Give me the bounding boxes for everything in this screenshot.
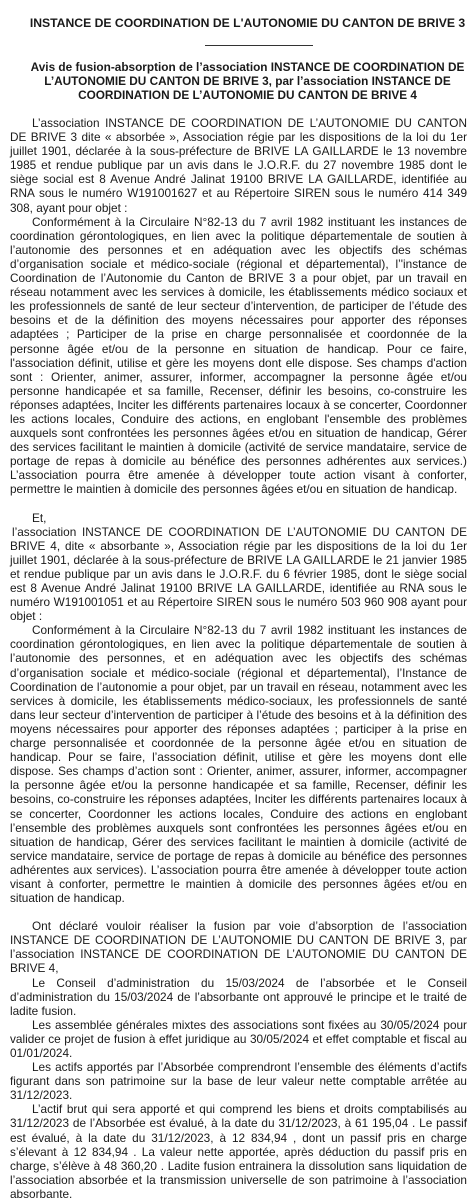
paragraph-absorbed-identity: L’association INSTANCE DE COORDINATION DE L’AUTONOMIE DU CANTON DE BRIVE 3 dite « absorbée », Association régie par les dispositions de la loi du 1er juillet 1901, déclarée à la sous-préfecture de BRIVE LA GAILLARDE le 13 novembre 1985 et rendue publique par un avis dans le J.O.R.F. du 27 novembre 1985 dont le siège social est 8 Avenue André Jalinat 19100 BRIVE LA GAILLARDE, identifiée au RNA sous le numéro W191001627 et au Répertoire SIREN sous le numéro 414 349 308, ayant pour objet :: [10, 116, 467, 215]
paragraph-absorbing-identity: l’association INSTANCE DE COORDINATION DE L’AUTONOMIE DU CANTON DE BRIVE 4, dite « absorbante », Association régie par les dispositions de la loi du 1er juillet 1901, déclarée à la sous-préfecture de BRIVE LA GAILLARDE le 21 janvier 1985 et rendue publique par un avis dans le J.O.R.F. du 6 février 1985, dont le siège social est 8 Avenue André Jalinat 19100 BRIVE LA GAILLARDE, identifiée au RNA sous le numéro W191001051 et au Répertoire SIREN sous le numéro 503 960 908 ayant pour objet :: [10, 524, 467, 624]
organization-title: INSTANCE DE COORDINATION DE L'AUTONOMIE DU CANTON DE BRIVE 3: [29, 16, 466, 30]
paragraph-absorbing-purpose: Conformément à la Circulaire N°82-13 du 7 avril 1982 instituant les instances de coordination gérontologiques, en lien avec la politique départementale de soutien à l’autonomie des personnes, et en adéquation avec les objectifs des schémas d’organisation sociale et médico-sociale (régional et départemental), l’Instance de Coordination de l’autonomie a pour objet, par un travail en réseau, notamment avec les services à domicile, les établissements médico-sociaux, les professionnels de santé dans leur secteur d’intervention de participer à l’étude des besoins et à la définition des moyens nécessaires pour apporter des réponses adaptées ; participer à la prise en charge personnalisée et coordonnée de la personne âgée et/ou en situation de handicap. Pour se faire, l’association définit, utilise et gère les moyens dont elle dispose. Ses champs d’action sont : Orienter, animer, assurer, informer, accompagner la personne âgée et/ou la personne handicapée et sa famille, Recenser, définir les besoins, co-construire les réponses adaptées, Inciter les différents partenaires locaux à se concerter, Coordonner les actions locales, Conduire des actions en englobant l’ensemble des problèmes auxquels sont confrontées les personnes âgées et/ou en situation de handicap, Gérer des services facilitant le maintien à domicile (activité de service mandataire, service de portage de repas à domicile au bénéfice des personnes adhérentes aux services). L’association pourra être amenée à développer toute action visant à conforter, permettre le maintien à domicile des personnes âgées et/ou en situation de handicap.: [10, 623, 467, 906]
paragraph-et: Et,: [32, 510, 47, 525]
paragraph-general-assemblies: Les assemblée générales mixtes des associations sont fixées au 30/05/2024 pour valider ce projet de fusion à effet juridique au 30/05/2024 et effet comptable et fiscal au 01/01/2024.: [10, 1017, 467, 1060]
paragraph-merger-declaration: Ont déclaré vouloir réaliser la fusion par voie d’absorption de l’association INSTANCE DE COORDINATION DE L’AUTONOMIE DU CANTON DE BRIVE 3, par l’association INSTANCE DE COORDINATION DE L’AUTONOMIE DU CANTON DE BRIVE 4,: [10, 919, 467, 976]
title-divider: [205, 45, 313, 46]
notice-body: [10, 116, 467, 1201]
paragraph-contributed-assets: Les actifs apportés par l’Absorbée comprendront l’ensemble des éléments d’actifs figurant dans son patrimoine sur la base de leur valeur nette comptable arrêtée au 31/12/2023.: [10, 1060, 467, 1103]
paragraph-absorbed-purpose: Conformément à la Circulaire N°82-13 du 7 avril 1982 instituant les instances de coordination gérontologiques, en lien avec la politique départementale de soutien à l’autonomie des personnes et en adéquation avec les objectifs des schémas d’organisation sociale et médico-sociale (régional et départemental), l’'instance de Coordination de l’Autonomie du Canton de BRIVE 3 a pour objet, par un travail en réseau notamment avec les services à domicile, les établissements médico sociaux et les professionnels de santé de leur secteur d’intervention, de participer de l’étude des besoins et de la définition des moyens nécessaires pour apporter des réponses adaptées ; Participer de la prise en charge personnalisée et coordonnée de la personne âgée et/ou de la personne en situation de handicap. Pour ce faire, l'association définit, utilise et gère les moyens dont elle dispose. Ses champs d'action sont : Orienter, animer, assurer, informer, accompagner la personne âgée et/ou personne handicapée et sa famille, Recenser, définir les besoins, co-construire les réponses adaptées, Inciter les différents partenaires locaux à se concerter, Coordonner les actions locales, Conduire des actions, en englobant l'ensemble des problèmes auxquels sont confrontées les personnes âgées et/ou en situation de handicap, Gérer des services facilitant le maintien à domicile (activité de service mandataire, service de portage de repas à domicile au bénéfice des personnes adhérentes aux services.) L’association pourra être amenée à développer toute action visant à conforter, permettre le maintien à domicile des personnes âgées et/ou en situation de handicap.: [10, 214, 467, 497]
paragraph-board-approval: Le Conseil d’administration du 15/03/2024 de l’absorbée et le Conseil d’administration du 15/03/2024 de l’absorbante ont approuvé le principe et le traité de ladite fusion.: [10, 975, 467, 1018]
notice-title: Avis de fusion-absorption de l’association INSTANCE DE COORDINATION DE L’AUTONOMIE DU CANTON DE BRIVE 3, par l’association INSTANCE DE COORDINATION DE L’AUTONOMIE DU CANTON DE BRIVE 4: [30, 60, 465, 102]
paragraph-valuation: L’actif brut qui sera apporté et qui comprend les biens et droits comptabilisés au 31/12/2023 de l’Absorbée est évalué, à la date du 31/12/2023, à 61 195,04 . Le passif est évalué, à la date du 31/12/2023, à 12 834,94 , dont un passif pris en charge s’élevant à 12 834,94 . La valeur nette apportée, après déduction du passif pris en charge, s’élève à 48 360,20 . Ladite fusion entrainera la dissolution sans liquidation de l’association absorbée et la transmission universelle de son patrimoine à l’association absorbante.: [10, 1102, 467, 1201]
